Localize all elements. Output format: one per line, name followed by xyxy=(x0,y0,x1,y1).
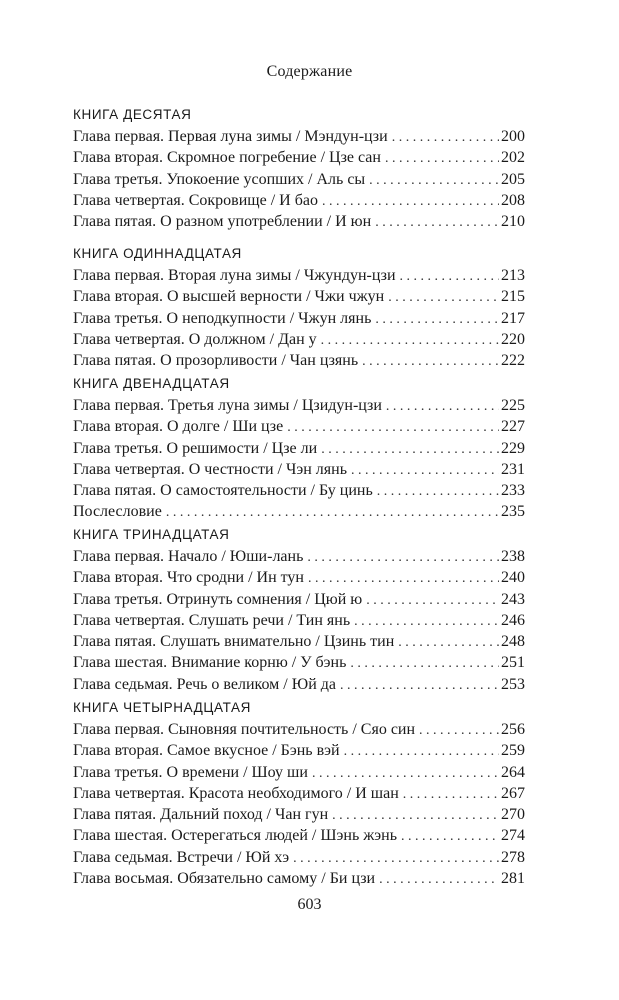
entry-page-number: 231 xyxy=(501,460,525,478)
dot-leader xyxy=(351,460,499,481)
dot-leader xyxy=(379,869,499,890)
entry-title: Глава шестая. Остерегаться людей / Шэнь жэнь xyxy=(73,827,398,845)
dot-leader xyxy=(392,127,499,148)
toc-entry xyxy=(73,868,525,889)
dot-leader xyxy=(308,568,499,589)
entry-title: Глава седьмая. Речь о великом / Юй да xyxy=(73,675,336,693)
dot-leader xyxy=(398,632,499,653)
entry-page-number: 238 xyxy=(501,548,525,565)
entry-title: Глава третья. О решимости / Цзе ли xyxy=(73,439,318,457)
entry-title: Глава четвертая. Красота необходимого / И шан xyxy=(73,784,399,802)
entry-title: Глава вторая. О высшей верности / Чжи чжун xyxy=(73,288,385,306)
toc-entry xyxy=(73,567,525,588)
toc-entry xyxy=(73,190,525,211)
entry-page-number: 200 xyxy=(501,128,525,145)
dot-leader xyxy=(293,848,499,869)
book-heading: КНИГА ДВЕНАДЦАТАЯ xyxy=(73,376,230,391)
book-section xyxy=(73,373,525,523)
toc-entry xyxy=(73,265,525,286)
dot-leader xyxy=(403,784,499,805)
entry-title: Глава шестая. Внимание корню / У бэнь xyxy=(73,654,347,672)
entry-page-number: 210 xyxy=(501,213,525,231)
entry-title: Глава первая. Вторая луна зимы / Чжундун-цзи xyxy=(73,267,396,284)
toc-entry xyxy=(73,652,525,673)
dot-leader xyxy=(386,396,499,417)
toc-entry xyxy=(73,783,525,804)
entry-title: Глава седьмая. Встречи / Юй хэ xyxy=(73,848,290,866)
toc-entry xyxy=(73,804,525,825)
entry-title: Глава первая. Сыновняя почтительность / Сяо син xyxy=(73,721,416,738)
toc-entry xyxy=(73,610,525,631)
entry-page-number: 215 xyxy=(501,288,525,306)
dot-leader xyxy=(287,417,499,438)
toc-entry xyxy=(73,546,525,567)
toc-entry xyxy=(73,147,525,168)
entry-page-number: 229 xyxy=(501,439,525,457)
entry-title: Глава вторая. О долге / Ши цзе xyxy=(73,418,284,436)
toc-entry xyxy=(73,308,525,329)
dot-leader xyxy=(354,611,499,632)
book-section xyxy=(73,243,525,371)
book-heading: КНИГА ТРИНАДЦАТАЯ xyxy=(73,527,230,542)
entry-title: Глава третья. Упокоение усопших / Аль сы xyxy=(73,170,366,188)
dot-leader xyxy=(385,148,499,169)
toc-entry xyxy=(73,674,525,695)
entry-title: Глава пятая. Дальний поход / Чан гун xyxy=(73,806,329,824)
dot-leader xyxy=(321,439,499,460)
entry-title: Глава вторая. Что сродни / Ин тун xyxy=(73,569,304,587)
dot-leader xyxy=(344,741,499,762)
dot-leader xyxy=(419,720,499,741)
entry-page-number: 251 xyxy=(501,654,525,672)
book-section xyxy=(73,697,525,889)
entry-page-number: 270 xyxy=(501,806,525,824)
entry-page-number: 281 xyxy=(501,870,525,888)
entry-title: Глава четвертая. Сокровище / И бао xyxy=(73,191,318,209)
book-section xyxy=(73,104,525,232)
toc-entry xyxy=(73,719,525,740)
entry-page-number: 235 xyxy=(501,503,525,521)
toc-entry xyxy=(73,459,525,480)
entry-page-number: 243 xyxy=(501,590,525,608)
entry-title: Глава первая. Первая луна зимы / Мэндун-цзи xyxy=(73,128,388,145)
entry-page-number: 246 xyxy=(501,611,525,629)
toc-title: Содержание xyxy=(266,63,353,80)
entry-page-number: 240 xyxy=(501,569,525,587)
toc-entry xyxy=(73,286,525,307)
entry-title: Глава пятая. О разном употреблении / И юн xyxy=(73,213,372,231)
toc-entry xyxy=(73,438,525,459)
entry-title: Глава первая. Третья луна зимы / Цзидун-цзи xyxy=(73,397,382,414)
toc-entry xyxy=(73,416,525,437)
dot-leader xyxy=(322,191,499,212)
entry-page-number: 264 xyxy=(501,763,525,781)
toc-entry xyxy=(73,740,525,761)
book-section xyxy=(73,524,525,695)
toc-entry xyxy=(73,631,525,652)
toc-entry xyxy=(73,501,525,522)
dot-leader xyxy=(321,330,499,351)
entry-page-number: 256 xyxy=(501,721,525,738)
entry-title: Глава четвертая. Слушать речи / Тин янь xyxy=(73,611,351,629)
book-heading: КНИГА ОДИННАДЦАТАЯ xyxy=(73,246,242,261)
toc-entry xyxy=(73,395,525,416)
entry-page-number: 205 xyxy=(501,170,525,188)
toc-entry xyxy=(73,847,525,868)
dot-leader xyxy=(166,502,499,523)
toc-entry xyxy=(73,169,525,190)
toc-entry xyxy=(73,126,525,147)
entry-page-number: 278 xyxy=(501,848,525,866)
entry-page-number: 202 xyxy=(501,149,525,167)
entry-title: Глава восьмая. Обязательно самому / Би цзи xyxy=(73,870,376,888)
dot-leader xyxy=(377,481,499,502)
entry-title: Глава третья. Отринуть сомнения / Цюй ю xyxy=(73,590,363,608)
entry-title: Глава вторая. Скромное погребение / Цзе сан xyxy=(73,149,381,167)
toc-entry xyxy=(73,762,525,783)
dot-leader xyxy=(340,675,499,696)
dot-leader xyxy=(362,351,499,372)
entry-title: Глава пятая. Слушать внимательно / Цзинь тин xyxy=(73,633,395,651)
entry-page-number: 222 xyxy=(501,352,525,370)
entry-title: Глава первая. Начало / Юши-лань xyxy=(73,548,304,565)
entry-title: Глава пятая. О прозорливости / Чан цзянь xyxy=(73,352,359,370)
dot-leader xyxy=(350,653,499,674)
entry-page-number: 208 xyxy=(501,191,525,209)
entry-title: Глава четвертая. О честности / Чэн лянь xyxy=(73,460,348,478)
toc-entry xyxy=(73,350,525,371)
entry-page-number: 274 xyxy=(501,827,525,845)
book-heading: КНИГА ДЕСЯТАЯ xyxy=(73,107,192,122)
entry-page-number: 233 xyxy=(501,482,525,500)
dot-leader xyxy=(366,590,499,611)
dot-leader xyxy=(375,309,499,330)
entry-page-number: 267 xyxy=(501,784,525,802)
toc-entry xyxy=(73,480,525,501)
dot-leader xyxy=(388,287,499,308)
dot-leader xyxy=(375,212,499,233)
entry-title: Глава четвертая. О должном / Дан у xyxy=(73,330,317,348)
entry-page-number: 217 xyxy=(501,309,525,327)
entry-page-number: 225 xyxy=(501,397,525,414)
toc-entry xyxy=(73,329,525,350)
entry-title: Глава пятая. О самостоятельности / Бу цинь xyxy=(73,482,373,500)
entry-title: Глава третья. О времени / Шоу ши xyxy=(73,763,308,781)
toc-entry xyxy=(73,825,525,846)
dot-leader xyxy=(400,266,500,287)
entry-page-number: 259 xyxy=(501,742,525,760)
entry-page-number: 248 xyxy=(501,633,525,651)
entry-title: Послесловие xyxy=(73,503,162,521)
dot-leader xyxy=(401,826,499,847)
toc-entry xyxy=(73,589,525,610)
entry-page-number: 253 xyxy=(501,675,525,693)
dot-leader xyxy=(332,805,499,826)
entry-page-number: 227 xyxy=(501,418,525,436)
entry-page-number: 213 xyxy=(501,267,525,284)
dot-leader xyxy=(312,763,499,784)
entry-page-number: 220 xyxy=(501,330,525,348)
book-heading: КНИГА ЧЕТЫРНАДЦАТАЯ xyxy=(73,700,251,715)
dot-leader xyxy=(307,547,499,568)
page-number: 603 xyxy=(297,896,322,913)
toc-entry xyxy=(73,211,525,232)
dot-leader xyxy=(369,170,499,191)
entry-title: Глава вторая. Самое вкусное / Бэнь вэй xyxy=(73,742,340,760)
entry-title: Глава третья. О неподкупности / Чжун лянь xyxy=(73,309,372,327)
